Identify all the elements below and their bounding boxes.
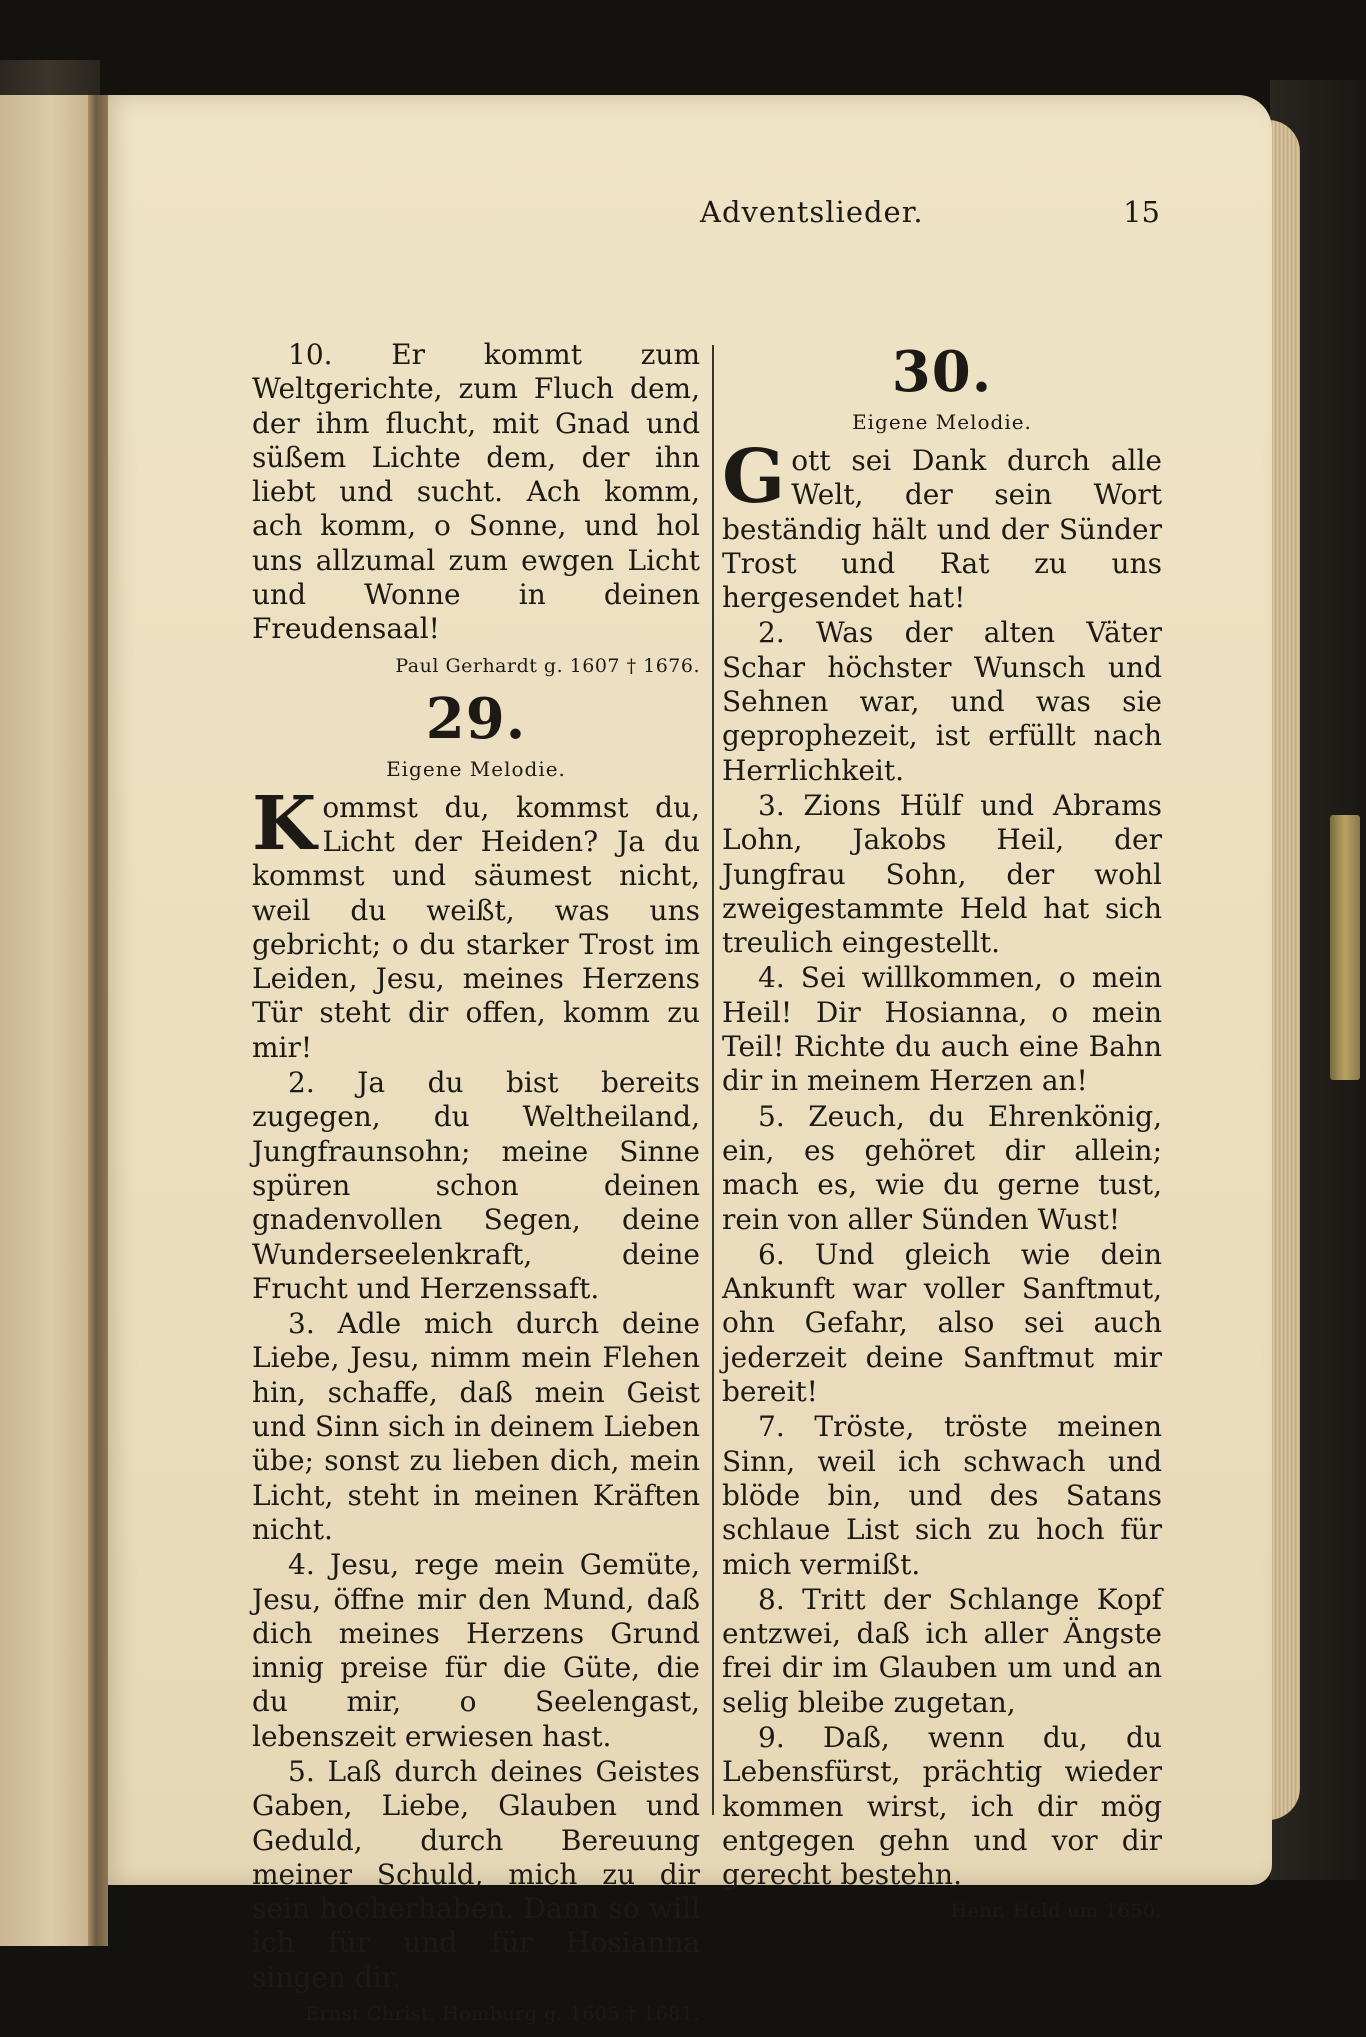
book-clasp (1330, 815, 1360, 1080)
hymn-29-stanza-1-text: ommst du, kommst du, Licht der Heiden? Ja du kommst und säumest nicht, weil du weißt, was uns gebricht; o du starker Trost im Leiden, Jesu, meines Herzens Tür steht dir offen, komm zu mir! (252, 790, 700, 1064)
hymn-30-stanza-3: 3. Zions Hülf und Abrams Lohn, Jakobs Heil, der Jungfrau Sohn, der wohl zweigestammte Held hat sich treulich eingestellt. (722, 788, 1162, 960)
left-page-strip (0, 95, 94, 1946)
left-column (252, 338, 700, 2037)
hymn-30-stanza-4: 4. Sei willkommen, o mein Heil! Dir Hosianna, o mein Teil! Richte du auch eine Bahn dir in meinem Herzen an! (722, 961, 1162, 1098)
hymn-29-initial: K (252, 780, 317, 867)
column-divider (712, 345, 714, 1815)
hymn-30-stanza-8: 8. Tritt der Schlange Kopf entzwei, daß ich aller Ängste frei dir im Glauben um und an selig bleibe zugetan, (722, 1582, 1162, 1719)
hymn-30-stanza-9: 9. Daß, wenn du, du Lebensfürst, prächtig wieder kommen wirst, ich dir mög entgegen gehn und vor dir gerecht bestehn. (722, 1720, 1162, 1892)
hymn-30-stanza-7: 7. Tröste, tröste meinen Sinn, weil ich schwach und blöde bin, und des Satans schlaue List sich zu hoch für mich vermißt. (722, 1410, 1162, 1581)
page-edges (1268, 120, 1300, 1820)
hymn-29-number: 29. (425, 685, 527, 752)
hymn-29-melody: Eigene Melodie. (386, 756, 566, 781)
hymn-29-stanza-4: 4. Jesu, rege mein Gemüte, Jesu, öffne mir den Mund, daß dich meines Herzens Grund innig preise für die Güte, die du mir, o Seelengast, lebenszeit erwiesen hast. (252, 1548, 700, 1753)
running-head: Adventslieder. (700, 195, 924, 229)
hymn-29-author: Ernst Christ. Homburg g. 1605 † 1681. (305, 2003, 700, 2026)
hymn-30-initial: G (722, 434, 786, 520)
hymn-28-stanza-10: 10. Er kommt zum Weltgerichte, zum Fluch dem, der ihm flucht, mit Gnad und süßem Lichte dem, der ihn liebt und sucht. Ach komm, ach komm, o Sonne, und hol uns allzumal zum ewgen Licht und Wonne in deinen Freudensaal! (252, 338, 700, 646)
hymn-28-author: Paul Gerhardt g. 1607 † 1676. (395, 654, 700, 677)
hymn-30-stanza-1-text: ott sei Dank durch alle Welt, der sein Wort beständig hält und der Sünder Trost und Rat zu uns hergesendet hat! (722, 444, 1162, 615)
hymn-30-stanza-6: 6. Und gleich wie dein Ankunft war voller Sanftmut, ohn Gefahr, also sei auch jederzeit deine Sanftmut mir bereit! (722, 1237, 1162, 1409)
hymn-30-number: 30. (891, 339, 993, 405)
hymn-30-stanza-2: 2. Was der alten Väter Schar höchster Wunsch und Sehnen war, und was sie geprophezeit, ist erfüllt nach Herrlichkeit. (722, 616, 1162, 787)
hymn-30-melody: Eigene Melodie. (852, 410, 1032, 434)
book-gutter (88, 95, 108, 1946)
hymn-29-stanza-3: 3. Adle mich durch deine Liebe, Jesu, nimm mein Flehen hin, schaffe, daß mein Geist und Sinn sich in deinem Lieben übe; sonst zu lieben dich, mein Licht, steht in meinen Kräften nicht. (252, 1307, 700, 1546)
book-page (100, 95, 1272, 2026)
hymn-30-author: Henr. Held um 1650. (950, 1900, 1162, 1923)
right-column (722, 338, 1162, 1934)
hymn-29-stanza-2: 2. Ja du bist bereits zugegen, du Weltheiland, Jungfraunsohn; meine Sinne spüren schon deinen gnadenvollen Segen, deine Wunderseelenkraft, deine Frucht und Herzenssaft. (252, 1066, 700, 1305)
hymn-29-stanza-1 (252, 780, 700, 1065)
hymn-29-stanza-5: 5. Laß durch deines Geistes Gaben, Liebe, Glauben und Geduld, durch Bereuung meiner Schuld, mich zu dir sein hocherhaben. Dann so will ich für und für Hosianna singen dir. (252, 1754, 700, 1994)
hymn-30-stanza-5: 5. Zeuch, du Ehrenkönig, ein, es gehöret dir allein; mach es, wie du gerne tust, rein von aller Sünden Wust! (722, 1099, 1162, 1236)
hymn-30-stanza-1 (722, 434, 1162, 615)
page-number: 15 (1123, 195, 1160, 229)
